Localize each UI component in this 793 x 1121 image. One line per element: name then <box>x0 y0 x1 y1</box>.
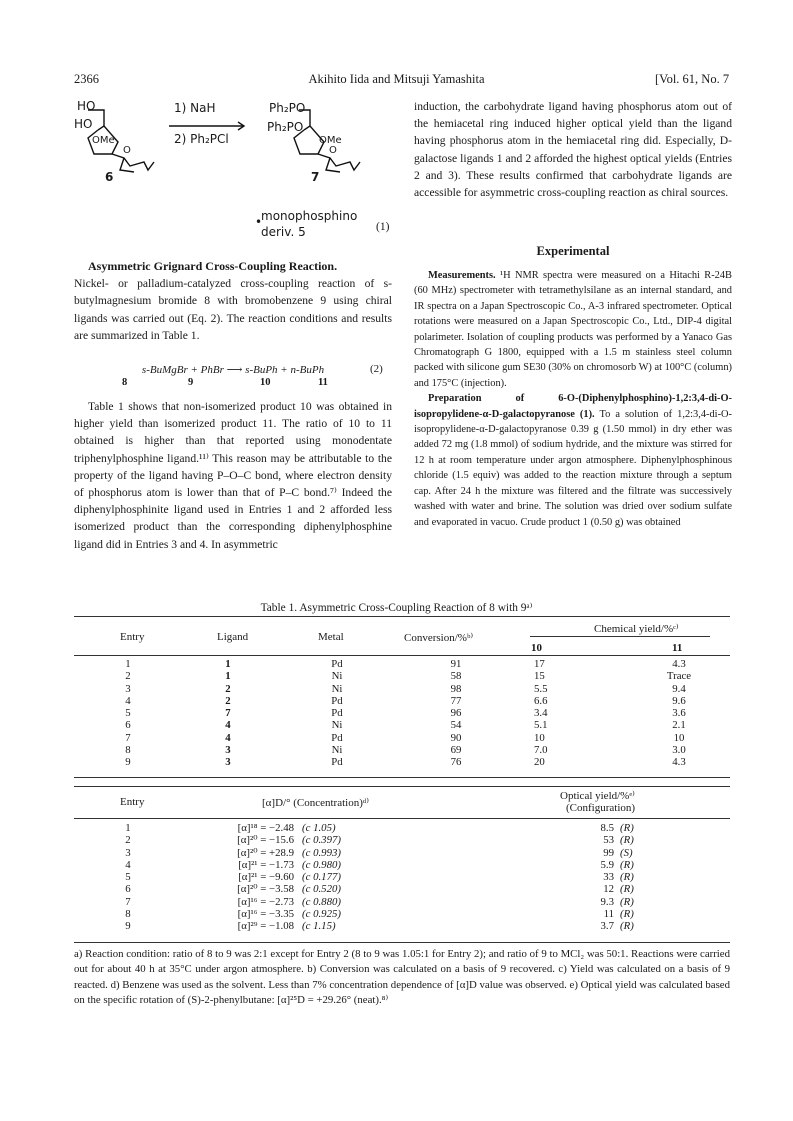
table2-cell-concentration: (c 0.993) <box>302 846 341 859</box>
right-column <box>414 98 732 201</box>
right-column-exp <box>414 268 732 530</box>
table1-cell-yield10: 17 <box>534 658 545 670</box>
table2-top-rule <box>74 786 730 787</box>
table2-cell-optical-yield: 9.3 <box>600 895 614 908</box>
table1-cell-ligand: 7 <box>225 707 231 720</box>
scheme-note-1: monophosphino <box>261 209 358 223</box>
table1-cell-metal: Pd <box>331 694 343 707</box>
table2-cell-rotation: [α]¹⁶ = −2.73 <box>237 895 294 908</box>
table1-cell-conversion: 91 <box>450 658 462 670</box>
table2-cell-configuration: (R) <box>620 883 634 896</box>
table1-cell-conversion: 90 <box>450 731 462 744</box>
table1-cell-yield10: 7.0 <box>534 744 548 757</box>
table1-cell-conversion: 98 <box>450 682 462 695</box>
table2-cell-rotation: [α]¹⁶ = −3.35 <box>237 908 294 921</box>
table2-row <box>74 847 730 859</box>
table1-row <box>74 756 730 768</box>
table1-cell-metal: Ni <box>331 682 343 695</box>
table2-cell-rotation: [α]²¹ = −1.73 <box>238 858 294 871</box>
table1-cell-yield11: 3.6 <box>672 707 686 720</box>
ome-label-left: OMe <box>92 135 115 146</box>
table1-header <box>74 622 730 656</box>
table1-cell-metal: Pd <box>331 731 343 744</box>
prep-heading: Preparation of 6-O-(Diphenylphosphino)-1,2:3,4-di-O-isopropylidene-α-D-galactopyranose (1). <box>414 393 732 420</box>
table1-caption: Table 1. Asymmetric Cross-Coupling Reaction of 8 with 9ᵃ⁾ <box>260 602 533 614</box>
table1-cell-yield11: 4.3 <box>672 756 686 769</box>
table1-cell-ligand: 2 <box>225 694 231 707</box>
eq-label-11: 11 <box>318 377 328 388</box>
table1-cell-yield10: 15 <box>534 670 545 683</box>
table1-cell-entry: 7 <box>125 731 131 744</box>
table1-cell-metal: Pd <box>331 658 343 670</box>
compound-6-label: 6 <box>105 170 114 184</box>
eq-label-10: 10 <box>260 377 271 388</box>
table2-row <box>74 834 730 846</box>
measurements-heading: Measurements. <box>428 270 496 281</box>
table2-cell-optical-yield: 12 <box>603 883 614 896</box>
table1-row <box>74 670 730 682</box>
equation-2: s-BuMgBr + PhBr ⟶ s-BuPh + n-BuPh <box>141 364 325 376</box>
th-col10: 10 <box>531 642 542 654</box>
table2-cell-concentration: (c 0.880) <box>302 895 341 908</box>
table2-cell-concentration: (c 0.980) <box>302 858 341 871</box>
table2-header-rule <box>74 818 730 819</box>
table2-cell-rotation: [α]²⁰ = +28.9 <box>237 846 294 859</box>
table1-cell-ligand: 1 <box>225 670 231 683</box>
table1-cell-ligand: 2 <box>225 682 231 695</box>
table2-row <box>74 859 730 871</box>
table2-cell-optical-yield: 3.7 <box>600 920 614 933</box>
table1-cell-entry: 5 <box>125 707 131 720</box>
table1 <box>74 658 730 769</box>
table2-cell-optical-yield: 11 <box>603 908 614 921</box>
bullet: • <box>255 215 263 229</box>
table2-cell-configuration: (S) <box>620 846 633 859</box>
table2-row <box>74 822 730 834</box>
eq-label-8: 8 <box>122 377 128 388</box>
table2-cell-entry: 6 <box>125 883 131 896</box>
table1-cell-entry: 6 <box>125 719 131 732</box>
th2-rotation: [α]D/° (Concentration)ᵈ⁾ <box>262 797 370 809</box>
table2-cell-concentration: (c 1.15) <box>302 920 336 933</box>
table1-cell-conversion: 76 <box>450 756 462 769</box>
table2-cell-configuration: (R) <box>620 858 634 871</box>
eq1-number: (1) <box>376 221 390 233</box>
step1-label: 1) NaH <box>174 101 216 115</box>
ph2po-label-2: Ph₂PO <box>267 120 304 134</box>
th-chem-yield: Chemical yield/%ᶜ⁾ <box>594 623 679 635</box>
table1-row <box>74 719 730 731</box>
table1-top-rule <box>74 616 730 617</box>
table2-bottom-rule <box>74 942 730 943</box>
ome-label-right: OMe <box>319 135 342 146</box>
th-entry: Entry <box>120 631 145 643</box>
table1-cell-entry: 4 <box>125 694 131 707</box>
eq2-number: (2) <box>370 363 383 375</box>
table2-row <box>74 908 730 920</box>
table2-row <box>74 871 730 883</box>
table1-cell-yield11: 4.3 <box>672 658 686 670</box>
th-col11: 11 <box>672 642 683 654</box>
table2-cell-configuration: (R) <box>620 871 634 884</box>
table1-header-rule <box>74 655 730 656</box>
table1-cell-yield10: 5.5 <box>534 682 548 695</box>
table1-cell-conversion: 77 <box>450 694 462 707</box>
table1-cell-metal: Pd <box>331 756 343 769</box>
left-para-2: Table 1 shows that non-isomerized product 10 was obtained in higher yield than isomerized product 11. The ratio of 10 to 11 obtained is higher than that reported using monodentate triphenylphosphine ligand.¹¹⁾ This reason may be attributable to the property of the ligand having P–O–C bond, where electron density of phosphorus atom is lower than that of P–C bond.⁷⁾ Indeed the diphenylphosphinite ligand used in Entries 1 and 2 afforded less isomerized product than the corresponding diphenylphosphine ligand did in Entries 3 and 4. In asymmetric <box>74 400 392 551</box>
table1-cell-conversion: 69 <box>450 744 462 757</box>
table1-cell-entry: 3 <box>125 682 131 695</box>
table2-cell-entry: 8 <box>125 908 131 921</box>
table2-cell-optical-yield: 5.9 <box>600 858 614 871</box>
table1-cell-ligand: 3 <box>225 756 231 769</box>
ho-label-2: HO <box>74 117 93 131</box>
table1-cell-conversion: 54 <box>450 719 462 732</box>
th-conversion: Conversion/%ᵇ⁾ <box>404 632 474 644</box>
table1-cell-yield11: 10 <box>673 731 685 744</box>
table2-cell-entry: 3 <box>125 846 131 859</box>
step2-label: 2) Ph₂PCl <box>174 132 229 146</box>
table2-cell-entry: 7 <box>125 895 131 908</box>
table1-cell-metal: Pd <box>331 707 343 720</box>
th2-optical-1: Optical yield/%ᵉ⁾ <box>560 790 635 802</box>
table2-cell-concentration: (c 0.925) <box>302 908 341 921</box>
eq-label-9: 9 <box>188 377 194 388</box>
table1-cell-conversion: 58 <box>450 670 462 683</box>
left-column <box>74 258 392 344</box>
table2-cell-configuration: (R) <box>620 908 634 921</box>
table2-cell-optical-yield: 99 <box>603 846 614 859</box>
th-metal: Metal <box>318 631 344 643</box>
table2-cell-concentration: (c 0.177) <box>302 871 341 884</box>
scheme-note-2: deriv. 5 <box>261 225 306 239</box>
table1-cell-yield11: Trace <box>666 670 692 683</box>
measurements-body: ¹H NMR spectra were measured on a Hitachi R-24B (60 MHz) spectrometer with tetramethylsilane as an internal standard, and IR spectra on a Japan Spectroscopic Co., A-3 infrared spectrometer. Optical rotations were measured on a Japan Spectroscopic Co., Ltd., DIP-4 digital polarimeter. Isolation of coupling products was performed by a Yanaco Gas Chromatograph G 1800, equipped with a 1.5 m stainless steel column packed with silicone gum SE30 (30% on chromosorb W) at 100°C (column) and 175°C (injection). <box>414 270 732 389</box>
section-title-grignard: Asymmetric Grignard Cross-Coupling Reaction. <box>88 259 338 273</box>
table2-cell-configuration: (R) <box>620 895 634 908</box>
table1-cell-yield10: 10 <box>534 731 545 744</box>
reaction-scheme <box>74 98 404 258</box>
th-ligand: Ligand <box>217 631 249 643</box>
table2-cell-entry: 2 <box>125 834 131 847</box>
table2-cell-configuration: (R) <box>620 822 634 834</box>
table2-cell-entry: 5 <box>125 871 131 884</box>
table1-cell-entry: 2 <box>125 670 131 683</box>
table1-cell-yield10: 20 <box>534 756 545 769</box>
table1-cell-yield10: 5.1 <box>534 719 548 732</box>
table2-cell-rotation: [α]¹⁸ = −2.48 <box>237 822 294 834</box>
table1-body <box>74 658 730 769</box>
table2-cell-concentration: (c 1.05) <box>302 822 336 834</box>
table2-cell-optical-yield: 8.5 <box>600 822 614 834</box>
o-label-left: O <box>123 145 131 156</box>
th2-entry: Entry <box>120 796 145 808</box>
ho-label-1: HO <box>77 99 96 113</box>
table2-cell-configuration: (R) <box>620 834 634 847</box>
th2-optical-2: (Configuration) <box>566 802 636 814</box>
left-para-1: Nickel- or palladium-catalyzed cross-coupling reaction of s-butylmagnesium bromide 8 with bromobenzene 9 using chiral ligands was carried out (Eq. 2). The reaction conditions and results are summarized in Table 1. <box>74 277 392 342</box>
table2 <box>74 822 730 933</box>
table2-cell-entry: 1 <box>125 822 131 834</box>
table1-mid-rule <box>530 636 710 637</box>
table1-row <box>74 658 730 670</box>
ph2po-label-1: Ph₂PO <box>269 101 306 115</box>
table2-row <box>74 883 730 895</box>
table2-cell-entry: 4 <box>125 858 131 871</box>
table1-cell-yield11: 9.6 <box>672 694 686 707</box>
table2-cell-optical-yield: 33 <box>603 871 614 884</box>
table2-row <box>74 896 730 908</box>
table2-cell-rotation: [α]²⁹ = −1.08 <box>237 920 294 933</box>
running-head: Akihito Iida and Mitsuji Yamashita <box>308 72 485 86</box>
o-label-right: O <box>329 145 337 156</box>
table2-body <box>74 822 730 933</box>
table1-row <box>74 683 730 695</box>
scheme-drawing <box>74 98 404 258</box>
table1-cell-yield10: 3.4 <box>534 707 548 720</box>
table1-cell-ligand: 1 <box>225 658 231 670</box>
table1-row <box>74 732 730 744</box>
left-column-2 <box>74 398 392 553</box>
table1-cell-ligand: 4 <box>225 719 231 732</box>
table2-cell-rotation: [α]²¹ = −9.60 <box>238 871 294 884</box>
page-number: 2366 <box>74 72 99 86</box>
table1-cell-entry: 9 <box>125 756 131 769</box>
table1-cell-entry: 8 <box>125 744 131 757</box>
table2-cell-configuration: (R) <box>620 920 634 933</box>
table2-cell-entry: 9 <box>125 920 131 933</box>
table1-row <box>74 744 730 756</box>
table1-cell-metal: Ni <box>331 719 343 732</box>
table1-row <box>74 707 730 719</box>
table1-cell-metal: Ni <box>331 670 343 683</box>
table1-bottom-rule <box>74 777 730 778</box>
right-para-1: induction, the carbohydrate ligand having phosphorus atom out of the hemiacetal ring induced higher optical yield than the ligand having phosphorus atom in the hemiacetal ring did. Especially, D-galactose ligands 1 and 2 afforded the highest optical yields (Entries 2 and 3). These results confirmed that carbohydrate ligands are accessible for asymmetric cross-coupling reaction as chiral sources. <box>414 100 732 200</box>
table1-cell-yield11: 3.0 <box>672 744 686 757</box>
table1-row <box>74 695 730 707</box>
prep-body: To a solution of 1,2:3,4-di-O-isopropylidene-α-D-galactopyranose 0.39 g (1.50 mmol) in dry ether was added 72 mg (1.8 mmol) of sodium hydride, and the mixture was stirred for 12 h at room temperature under argon atmosphere. Diphenylphosphinous chloride (1.5 equiv) was added to the reaction mixture through a septum cap. After 24 h the mixture was filtered and the filtrate was successively washed with water and brine. The solution was dried over sodium sulfate and evaporated in vacuo. Crude product 1 (0.50 g) was obtained <box>414 408 732 528</box>
compound-7-label: 7 <box>311 170 320 184</box>
table1-cell-yield11: 9.4 <box>672 682 686 695</box>
table-footnotes: a) Reaction condition: ratio of 8 to 9 was 2:1 except for Entry 2 (8 to 9 was 1.05:1 for Entry 2); and ratio of 9 to MCl₂ was 50:1. Reactions were carried out for about 40 h at 35°C under argon atmosphere. b) Conversion was calculated on a basis of 9 recovered. c) Yield was calculated on a basis of 9 reacted. d) Benzene was used as the solvent. Less than 7% concentration dependence of [α]D value was observed. e) Optical yield was calculated based on the specific rotation of (S)-2-phenylbutane: [α]²⁵D = +29.26° (neat).⁸⁾ <box>74 948 730 1007</box>
table2-header <box>74 789 730 819</box>
table1-cell-metal: Ni <box>331 744 343 757</box>
table2-cell-concentration: (c 0.520) <box>302 883 341 896</box>
table2-cell-concentration: (c 0.397) <box>302 834 341 847</box>
table1-cell-ligand: 3 <box>225 744 231 757</box>
table2-row <box>74 920 730 932</box>
table2-cell-optical-yield: 53 <box>603 834 614 847</box>
section-title-experimental: Experimental <box>536 244 610 258</box>
volume-info: [Vol. 61, No. 7 <box>655 72 730 86</box>
table2-cell-rotation: [α]²⁰ = −15.6 <box>237 834 294 847</box>
table2-cell-rotation: [α]²⁰ = −3.58 <box>237 883 294 896</box>
table1-cell-conversion: 96 <box>450 707 462 720</box>
table1-cell-entry: 1 <box>125 658 131 670</box>
table1-cell-yield10: 6.6 <box>534 694 548 707</box>
table1-cell-ligand: 4 <box>225 731 231 744</box>
table1-cell-yield11: 2.1 <box>672 719 686 732</box>
